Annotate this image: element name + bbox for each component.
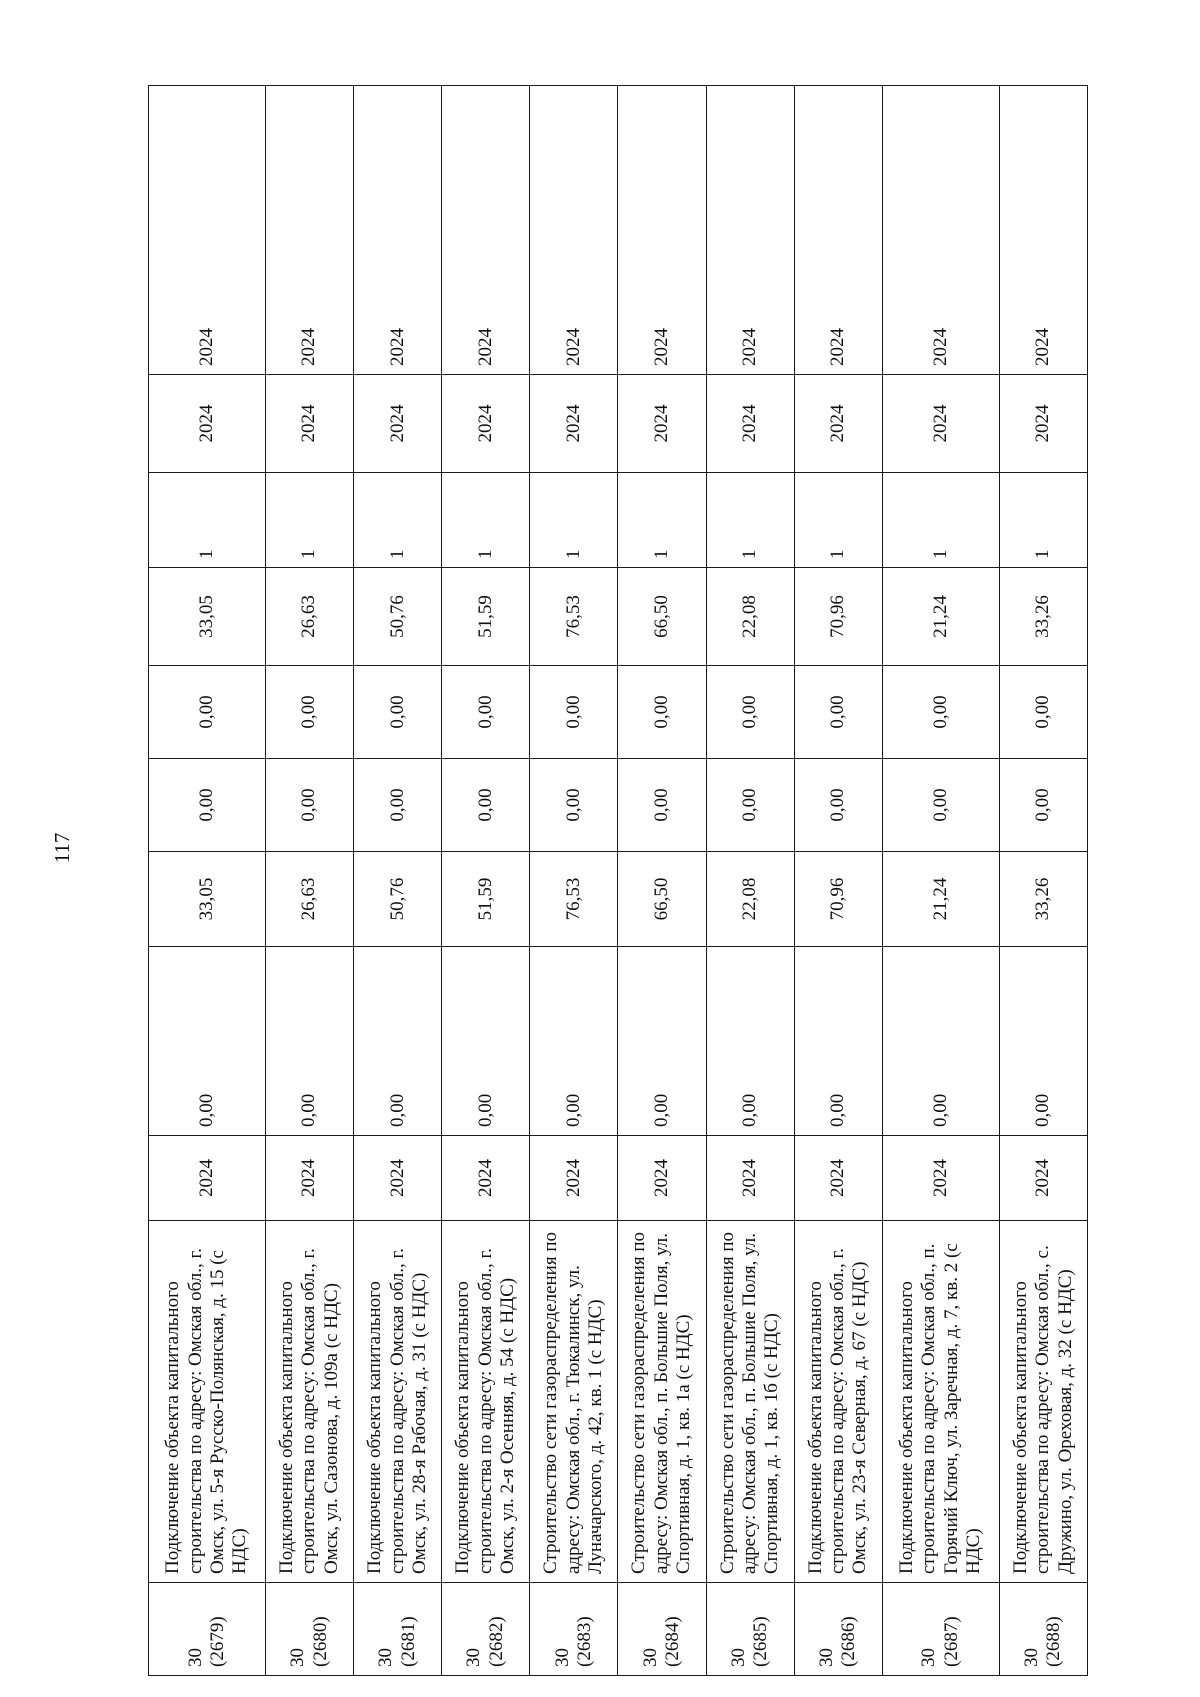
table-row [999, 86, 1087, 1676]
value-cell: 33,26 [999, 568, 1087, 666]
description-cell: Строительство сети газораспределения по адресу: Омская обл., п. Большие Поля, ул. Спортивная, д. 1, кв. 1а (с НДС) [618, 1221, 706, 1583]
value-cell: 21,24 [882, 568, 999, 666]
year-start-cell: 2024 [354, 1136, 442, 1221]
value-cell: 0,00 [149, 947, 266, 1136]
year-cell: 2024 [999, 375, 1087, 473]
value-cell: 22,08 [706, 568, 794, 666]
value-cell: 0,00 [706, 759, 794, 852]
value-cell: 0,00 [442, 759, 530, 852]
year-start-cell: 2024 [999, 1136, 1087, 1221]
value-cell: 0,00 [266, 759, 354, 852]
description-cell: Подключение объекта капитального строительства по адресу: Омская обл., г. Омск, ул. Сазонова, д. 109а (с НДС) [266, 1221, 354, 1583]
value-cell: 0,00 [530, 947, 618, 1136]
table-row [618, 86, 706, 1676]
table-row [882, 86, 999, 1676]
value-cell: 51,59 [442, 568, 530, 666]
value-cell: 66,50 [618, 852, 706, 947]
year-start-cell: 2024 [442, 1136, 530, 1221]
row-number-cell: 30 (2686) [794, 1583, 882, 1676]
row-number-cell: 30 (2683) [530, 1583, 618, 1676]
value-cell: 0,00 [442, 947, 530, 1136]
quantity-cell: 1 [266, 473, 354, 568]
row-number-cell: 30 (2681) [354, 1583, 442, 1676]
year-cell: 2024 [354, 86, 442, 375]
value-cell: 50,76 [354, 568, 442, 666]
year-cell: 2024 [266, 86, 354, 375]
description-cell: Подключение объекта капитального строительства по адресу: Омская обл., г. Омск, ул. 5-я Русско-Полянская, д. 15 (с НДС) [149, 1221, 266, 1583]
quantity-cell: 1 [149, 473, 266, 568]
value-cell: 0,00 [266, 947, 354, 1136]
year-cell: 2024 [618, 375, 706, 473]
quantity-cell: 1 [618, 473, 706, 568]
table-row [266, 86, 354, 1676]
table-row [442, 86, 530, 1676]
value-cell: 0,00 [794, 947, 882, 1136]
year-cell: 2024 [882, 375, 999, 473]
value-cell: 0,00 [354, 759, 442, 852]
year-start-cell: 2024 [266, 1136, 354, 1221]
value-cell: 0,00 [618, 759, 706, 852]
year-start-cell: 2024 [882, 1136, 999, 1221]
description-cell: Подключение объекта капитального строительства по адресу: Омская обл., с. Дружино, ул. Ореховая, д. 32 (с НДС) [999, 1221, 1087, 1583]
value-cell: 22,08 [706, 852, 794, 947]
value-cell: 0,00 [149, 759, 266, 852]
table-row [794, 86, 882, 1676]
value-cell: 0,00 [882, 666, 999, 759]
value-cell: 0,00 [442, 666, 530, 759]
description-cell: Подключение объекта капитального строительства по адресу: Омская обл., г. Омск, ул. 28-я Рабочая, д. 31 (с НДС) [354, 1221, 442, 1583]
value-cell: 76,53 [530, 568, 618, 666]
year-cell: 2024 [530, 375, 618, 473]
value-cell: 33,26 [999, 852, 1087, 947]
value-cell: 21,24 [882, 852, 999, 947]
value-cell: 70,96 [794, 568, 882, 666]
value-cell: 76,53 [530, 852, 618, 947]
value-cell: 33,05 [149, 852, 266, 947]
value-cell: 0,00 [149, 666, 266, 759]
quantity-cell: 1 [794, 473, 882, 568]
quantity-cell: 1 [530, 473, 618, 568]
year-cell: 2024 [618, 86, 706, 375]
year-cell: 2024 [999, 86, 1087, 375]
year-cell: 2024 [530, 86, 618, 375]
row-number-cell: 30 (2682) [442, 1583, 530, 1676]
value-cell: 0,00 [530, 666, 618, 759]
value-cell: 0,00 [999, 947, 1087, 1136]
page-number: 117 [50, 832, 74, 864]
value-cell: 0,00 [354, 666, 442, 759]
year-cell: 2024 [149, 375, 266, 473]
value-cell: 0,00 [882, 759, 999, 852]
year-cell: 2024 [442, 86, 530, 375]
description-cell: Строительство сети газораспределения по адресу: Омская обл., п. Большие Поля, ул. Спортивная, д. 1, кв. 1б (с НДС) [706, 1221, 794, 1583]
year-start-cell: 2024 [618, 1136, 706, 1221]
description-cell: Строительство сети газораспределения по адресу: Омская обл., г. Тюкалинск, ул. Луначарского, д. 42, кв. 1 (с НДС) [530, 1221, 618, 1583]
row-number-cell: 30 (2684) [618, 1583, 706, 1676]
quantity-cell: 1 [882, 473, 999, 568]
value-cell: 0,00 [999, 666, 1087, 759]
value-cell: 0,00 [618, 666, 706, 759]
value-cell: 66,50 [618, 568, 706, 666]
quantity-cell: 1 [442, 473, 530, 568]
row-number-cell: 30 (2685) [706, 1583, 794, 1676]
value-cell: 50,76 [354, 852, 442, 947]
value-cell: 0,00 [266, 666, 354, 759]
description-cell: Подключение объекта капитального строительства по адресу: Омская обл., г. Омск, ул. 23-я Северная, д. 67 (с НДС) [794, 1221, 882, 1583]
table-row [530, 86, 618, 1676]
year-start-cell: 2024 [794, 1136, 882, 1221]
year-cell: 2024 [882, 86, 999, 375]
year-cell: 2024 [794, 375, 882, 473]
value-cell: 0,00 [706, 947, 794, 1136]
year-cell: 2024 [149, 86, 266, 375]
value-cell: 0,00 [354, 947, 442, 1136]
value-cell: 26,63 [266, 852, 354, 947]
value-cell: 70,96 [794, 852, 882, 947]
table-row [149, 86, 266, 1676]
year-start-cell: 2024 [149, 1136, 266, 1221]
value-cell: 0,00 [530, 759, 618, 852]
table-row [354, 86, 442, 1676]
year-cell: 2024 [266, 375, 354, 473]
quantity-cell: 1 [706, 473, 794, 568]
value-cell: 0,00 [794, 759, 882, 852]
year-start-cell: 2024 [530, 1136, 618, 1221]
table-row [706, 86, 794, 1676]
year-cell: 2024 [354, 375, 442, 473]
quantity-cell: 1 [354, 473, 442, 568]
value-cell: 0,00 [706, 666, 794, 759]
value-cell: 33,05 [149, 568, 266, 666]
row-number-cell: 30 (2688) [999, 1583, 1087, 1676]
year-cell: 2024 [794, 86, 882, 375]
value-cell: 0,00 [882, 947, 999, 1136]
row-number-cell: 30 (2679) [149, 1583, 266, 1676]
value-cell: 0,00 [999, 759, 1087, 852]
quantity-cell: 1 [999, 473, 1087, 568]
row-number-cell: 30 (2687) [882, 1583, 999, 1676]
value-cell: 26,63 [266, 568, 354, 666]
value-cell: 0,00 [618, 947, 706, 1136]
row-number-cell: 30 (2680) [266, 1583, 354, 1676]
value-cell: 51,59 [442, 852, 530, 947]
investment-table [148, 85, 1088, 1676]
year-start-cell: 2024 [706, 1136, 794, 1221]
description-cell: Подключение объекта капитального строительства по адресу: Омская обл., г. Омск, ул. 2-я Осенняя, д. 54 (с НДС) [442, 1221, 530, 1583]
year-cell: 2024 [442, 375, 530, 473]
rotated-table-container [148, 86, 1088, 1676]
year-cell: 2024 [706, 375, 794, 473]
value-cell: 0,00 [794, 666, 882, 759]
year-cell: 2024 [706, 86, 794, 375]
description-cell: Подключение объекта капитального строительства по адресу: Омская обл., п. Горячий Ключ, ул. Заречная, д. 7, кв. 2 (с НДС) [882, 1221, 999, 1583]
